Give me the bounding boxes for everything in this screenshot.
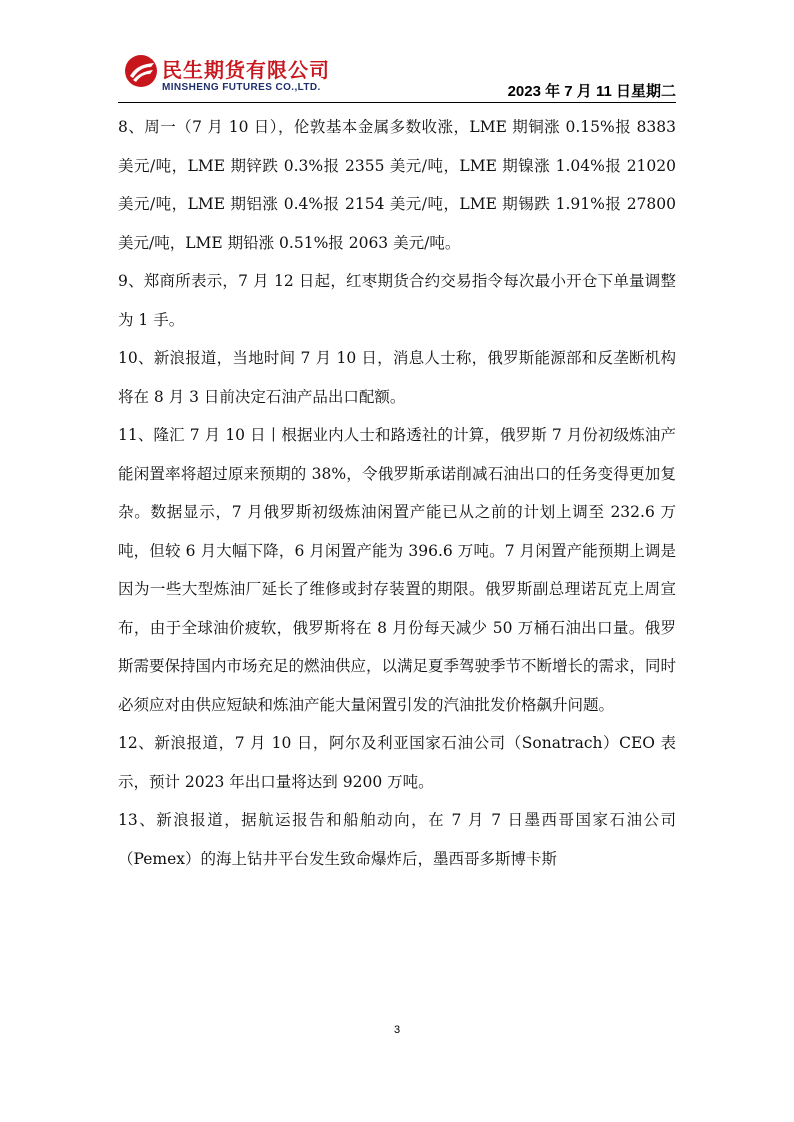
document-body xyxy=(118,108,676,878)
company-name-en: MINSHENG FUTURES CO.,LTD. xyxy=(162,82,321,93)
company-logo-icon xyxy=(124,54,158,88)
header-divider xyxy=(118,102,676,103)
news-item-11: 11、隆汇 7 月 10 日丨根据业内人士和路透社的计算，俄罗斯 7 月份初级炼油产能闲置率将超过原来预期的 38%，令俄罗斯承诺削减石油出口的任务变得更加复杂。数据显示，7 月俄罗斯初级炼油闲置产能已从之前的计划上调至 232.6 万吨，但较 6 月大幅下降，6 月闲置产能为 396.6 万吨。7 月闲置产能预期上调是因为一些大型炼油厂延长了维修或封存装置的期限。俄罗斯副总理诺瓦克上周宣布，由于全球油价疲软，俄罗斯将在 8 月份每天减少 50 万桶石油出口量。俄罗斯需要保持国内市场充足的燃油供应，以满足夏季驾驶季节不断增长的需求，同时必须应对由供应短缺和炼油产能大量闲置引发的汽油批发价格飙升问题。 xyxy=(118,426,677,714)
company-name-cn: 民生期货有限公司 xyxy=(162,58,330,82)
news-item-9: 9、郑商所表示，7 月 12 日起，红枣期货合约交易指令每次最小开仓下单量调整为 1 手。 xyxy=(118,272,676,329)
news-item-12: 12、新浪报道，7 月 10 日，阿尔及利亚国家石油公司（Sonatrach）CEO 表示，预计 2023 年出口量将达到 9200 万吨。 xyxy=(118,734,676,791)
report-date: 2023 年 7 月 11 日星期二 xyxy=(507,83,676,100)
page-number: 3 xyxy=(393,1024,401,1036)
page-header xyxy=(118,52,676,104)
news-item-10: 10、新浪报道，当地时间 7 月 10 日，消息人士称，俄罗斯能源部和反垄断机构将在 8 月 3 日前决定石油产品出口配额。 xyxy=(118,349,676,406)
news-item-13: 13、新浪报道，据航运报告和船舶动向，在 7 月 7 日墨西哥国家石油公司（Pemex）的海上钻井平台发生致命爆炸后，墨西哥多斯博卡斯 xyxy=(118,811,676,868)
news-item-8: 8、周一（7 月 10 日），伦敦基本金属多数收涨，LME 期铜涨 0.15%报 8383 美元/吨，LME 期锌跌 0.3%报 2355 美元/吨，LME 期镍涨 1.04%报 21020 美元/吨，LME 期铝涨 0.4%报 2154 美元/吨，LME 期锡跌 1.91%报 27800 美元/吨，LME 期铅涨 0.51%报 2063 美元/吨。 xyxy=(118,118,676,252)
